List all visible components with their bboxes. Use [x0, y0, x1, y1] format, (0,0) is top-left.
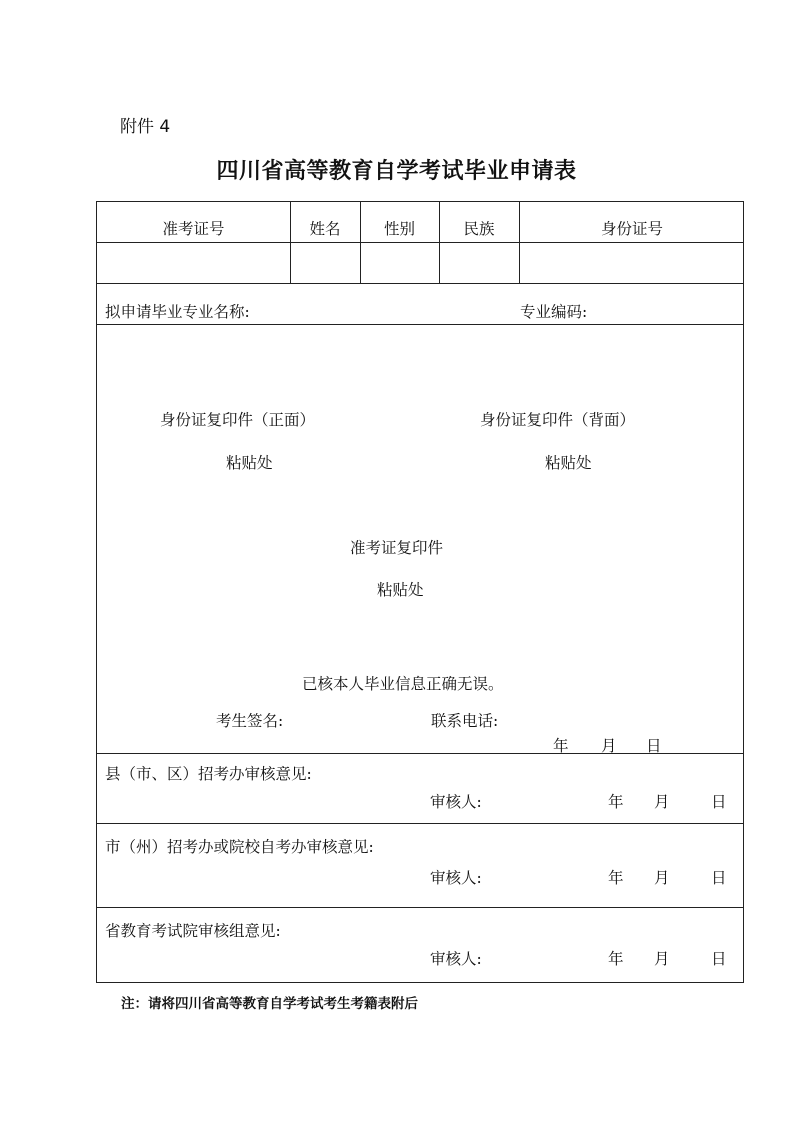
exam-card-paste-label: 粘贴处: [377, 581, 424, 599]
id-front-paste-label: 粘贴处: [226, 454, 273, 472]
city-month-label: 月: [654, 869, 670, 887]
signature-label: 考生签名:: [216, 712, 284, 730]
city-review-label: 市（州）招考办或院校自考办审核意见:: [105, 838, 374, 856]
exam-card-copy-label: 准考证复印件: [350, 539, 444, 557]
date-month-label: 月: [601, 737, 617, 755]
confirmation-text: 已核本人毕业信息正确无误。: [302, 675, 504, 693]
province-year-label: 年: [608, 950, 624, 968]
row-divider: [97, 907, 743, 908]
footnote: 注：请将四川省高等教育自学考试考生考籍表附后: [121, 996, 418, 1012]
ethnicity-field[interactable]: [440, 243, 518, 282]
phone-label: 联系电话:: [431, 712, 499, 730]
city-year-label: 年: [608, 869, 624, 887]
application-form-table: [96, 201, 744, 983]
header-gender: 性别: [383, 220, 415, 238]
header-id-number: 身份证号: [600, 220, 663, 238]
county-reviewer-label: 审核人:: [430, 793, 482, 811]
province-month-label: 月: [654, 950, 670, 968]
id-back-copy-label: 身份证复印件（背面）: [480, 411, 636, 429]
attachment-label: 附件 4: [120, 117, 171, 137]
province-day-label: 日: [711, 950, 727, 968]
county-review-label: 县（市、区）招考办审核意见:: [105, 765, 312, 783]
province-reviewer-label: 审核人:: [430, 950, 482, 968]
id-number-field[interactable]: [520, 243, 744, 282]
form-title: 四川省高等教育自学考试毕业申请表: [216, 158, 577, 184]
row-divider: [97, 823, 743, 824]
city-reviewer-label: 审核人:: [430, 869, 482, 887]
major-name-label: 拟申请毕业专业名称:: [105, 303, 250, 321]
header-name: 姓名: [309, 220, 341, 238]
county-year-label: 年: [608, 793, 624, 811]
exam-id-field[interactable]: [98, 243, 289, 282]
province-review-label: 省教育考试院审核组意见:: [105, 922, 281, 940]
id-back-paste-label: 粘贴处: [545, 454, 592, 472]
header-exam-id: 准考证号: [162, 220, 225, 238]
row-divider: [97, 283, 743, 284]
date-year-label: 年: [553, 737, 569, 755]
major-code-label: 专业编码:: [520, 303, 588, 321]
county-month-label: 月: [654, 793, 670, 811]
gender-field[interactable]: [361, 243, 438, 282]
header-ethnicity: 民族: [463, 220, 495, 238]
row-divider: [97, 324, 743, 325]
city-day-label: 日: [711, 869, 727, 887]
county-day-label: 日: [711, 793, 727, 811]
date-day-label: 日: [646, 737, 662, 755]
id-front-copy-label: 身份证复印件（正面）: [160, 411, 316, 429]
name-field[interactable]: [291, 243, 359, 282]
